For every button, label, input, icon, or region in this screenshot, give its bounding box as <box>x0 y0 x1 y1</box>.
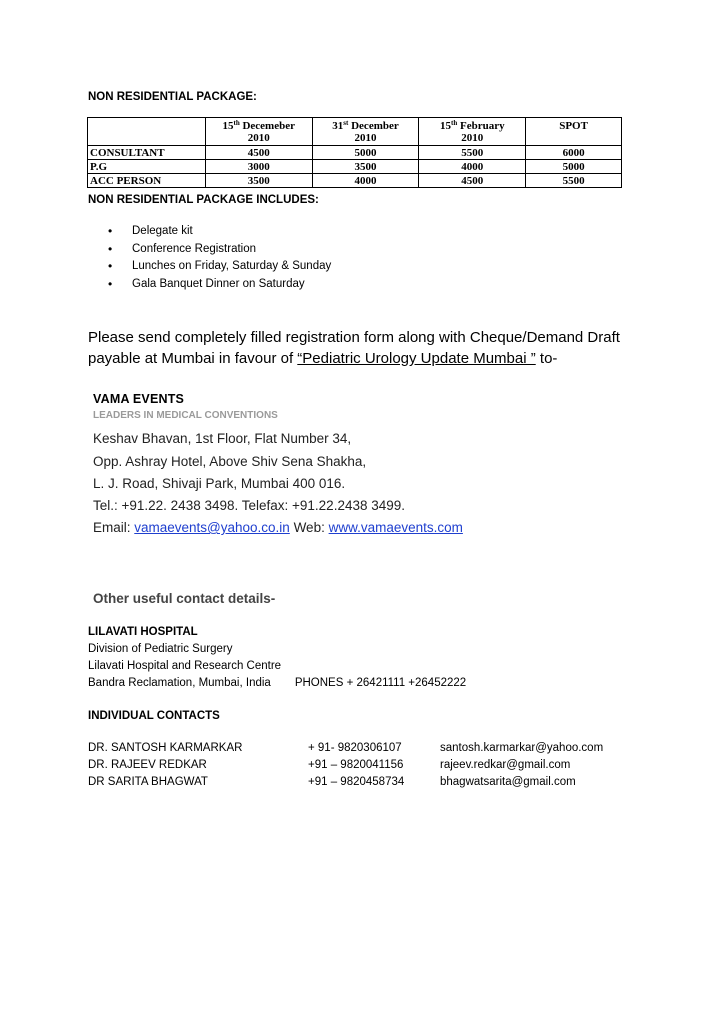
table-cell: 5500 <box>419 146 526 160</box>
list-item: • Conference Registration <box>108 241 331 259</box>
contact-email: bhagwatsarita@gmail.com <box>440 776 576 788</box>
table-cell: 4000 <box>312 174 419 188</box>
table-header-row <box>88 118 622 146</box>
table-cell: 3500 <box>312 160 419 174</box>
organizer-tagline: LEADERS IN MEDICAL CONVENTIONS <box>93 410 278 421</box>
table-cell: 5000 <box>312 146 419 160</box>
phone-line: Tel.: +91.22. 2438 3498. Telefax: +91.22.2438 3499. <box>93 498 406 513</box>
list-item: • Delegate kit <box>108 223 331 241</box>
list-item: • Gala Banquet Dinner on Saturday <box>108 276 331 294</box>
hospital-line: Division of Pediatric Surgery <box>88 643 233 655</box>
table-cell: 3000 <box>205 160 312 174</box>
organizer-name: VAMA EVENTS <box>93 392 185 406</box>
contact-phone: +91 – 9820458734 <box>308 776 405 788</box>
other-contacts-heading: Other useful contact details- <box>93 591 276 606</box>
web-link[interactable]: www.vamaevents.com <box>328 520 463 535</box>
table-cell: 5000 <box>526 160 622 174</box>
hospital-line: Lilavati Hospital and Research Centre <box>88 660 282 672</box>
includes-list <box>108 223 331 293</box>
contact-phone: + 91- 9820306107 <box>308 742 402 754</box>
contact-name: DR. RAJEEV REDKAR <box>88 759 207 771</box>
bullet-icon: • <box>108 224 113 238</box>
table-cell: 4500 <box>205 146 312 160</box>
contact-email: santosh.karmarkar@yahoo.com <box>440 742 604 754</box>
table-cell: 6000 <box>526 146 622 160</box>
includes-heading: NON RESIDENTIAL PACKAGE INCLUDES: <box>88 194 319 206</box>
contact-name: DR SARITA BHAGWAT <box>88 776 208 788</box>
bullet-icon: • <box>108 276 113 291</box>
row-label: ACC PERSON <box>88 174 206 188</box>
table-header-cell: 31st December 2010 <box>312 118 419 146</box>
address-line: Opp. Ashray Hotel, Above Shiv Sena Shakha, <box>93 454 367 469</box>
table-row <box>88 160 622 174</box>
table-cell: 4000 <box>419 160 526 174</box>
table-row <box>88 174 622 188</box>
hospital-address: Bandra Reclamation, Mumbai, India PHONES + 26421111 +26452222 <box>88 677 467 689</box>
payee-name: “Pediatric Urology Update Mumbai ” <box>297 350 536 367</box>
address-line: L. J. Road, Shivaji Park, Mumbai 400 016. <box>93 476 346 491</box>
send-instructions: Please send completely filled registration form along with Cheque/Demand Draft payable at Mumbai in favour of “Pediatric Urology Update Mumbai ” to- <box>88 329 620 367</box>
package-table <box>87 117 622 188</box>
bullet-icon: • <box>108 241 113 256</box>
table-cell: 4500 <box>419 174 526 188</box>
table-header-cell: 15th Decemeber 2010 <box>205 118 312 146</box>
row-label: P.G <box>88 160 206 174</box>
table-header-cell <box>88 118 206 146</box>
hospital-phones: PHONES + 26421111 +26452222 <box>294 677 467 689</box>
hospital-name: LILAVATI HOSPITAL <box>88 626 198 638</box>
bullet-icon: • <box>108 259 113 273</box>
table-header-cell: 15th February 2010 <box>419 118 526 146</box>
email-link[interactable]: vamaevents@yahoo.co.in <box>134 520 290 535</box>
table-row <box>88 146 622 160</box>
table-cell: 5500 <box>526 174 622 188</box>
package-heading: NON RESIDENTIAL PACKAGE: <box>88 91 257 103</box>
contact-phone: +91 – 9820041156 <box>308 759 404 771</box>
address-line: Keshav Bhavan, 1st Floor, Flat Number 34, <box>93 431 352 446</box>
row-label: CONSULTANT <box>88 146 206 160</box>
table-cell: 3500 <box>205 174 312 188</box>
contact-line: Email: vamaevents@yahoo.co.in Web: www.vamaevents.com <box>93 520 463 535</box>
table-header-cell: SPOT <box>526 118 622 146</box>
contact-name: DR. SANTOSH KARMARKAR <box>88 742 243 754</box>
list-item: • Lunches on Friday, Saturday & Sunday <box>108 258 331 276</box>
contact-email: rajeev.redkar@gmail.com <box>440 759 571 771</box>
individual-contacts-heading: INDIVIDUAL CONTACTS <box>88 710 220 722</box>
